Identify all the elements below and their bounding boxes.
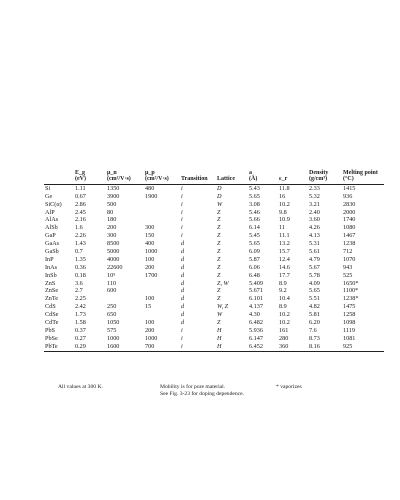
table-cell: 150	[145, 232, 155, 240]
table-cell: 6.14	[249, 224, 260, 232]
table-cell: 360	[278, 343, 308, 351]
table-cell: 12.4	[279, 255, 290, 263]
table-cell: 4.137	[249, 303, 263, 311]
table-cell	[106, 295, 144, 303]
table-cell: 8500	[107, 240, 120, 248]
table-cell: 13.2	[279, 240, 290, 248]
table-cell: i	[181, 334, 183, 342]
table-cell: 2.42	[75, 303, 86, 311]
table-cell: d	[181, 240, 185, 248]
table-row	[44, 248, 384, 256]
table-cell: 5000	[107, 247, 120, 255]
table-row	[44, 201, 384, 209]
table-row	[44, 264, 384, 272]
column-header-3	[144, 170, 180, 184]
table-cell: 5.51	[309, 295, 320, 303]
semiconductor-properties-table	[44, 170, 384, 352]
note-mobility-line-2: See Fig. 3-23 for doping dependence.	[160, 390, 245, 397]
table-cell: 4000	[107, 255, 120, 263]
table-cell: 1050	[107, 318, 120, 326]
table-cell: i	[181, 326, 183, 334]
table-cell: 4.30	[249, 311, 260, 319]
table-cell: 200	[107, 224, 117, 232]
table-cell: CdSe	[45, 311, 59, 319]
table-cell: InP	[45, 255, 54, 263]
table-cell: i	[181, 232, 183, 240]
table-cell: Z	[217, 208, 221, 216]
table-cell: 300	[145, 224, 155, 232]
table-row	[44, 303, 384, 311]
table-cell: 1650*	[343, 279, 359, 287]
column-header-unit: ε_r	[279, 176, 288, 182]
table-cell: 6.48	[249, 271, 260, 279]
table-cell: AlP	[45, 208, 55, 216]
table-cell: 0.27	[75, 334, 86, 342]
table-cell: 2830	[343, 200, 356, 208]
table-cell: Z	[217, 255, 221, 263]
table-cell: 5.409	[249, 279, 263, 287]
table-cell: W, Z	[217, 303, 229, 311]
table-cell: 9.8	[279, 208, 287, 216]
table-cell: 1350	[107, 184, 120, 192]
table-cell: 10.2	[279, 200, 290, 208]
table-cell: 14.6	[279, 263, 290, 271]
table-cell: 1.73	[75, 311, 86, 319]
column-header-main: Density	[309, 170, 329, 176]
table-cell: 11.1	[279, 232, 290, 240]
table-cell: 3.08	[249, 200, 260, 208]
table-cell	[144, 217, 180, 225]
table-cell: 280	[279, 334, 289, 342]
table-cell: 5.81	[309, 311, 320, 319]
table-cell: 180	[107, 216, 117, 224]
table-row	[44, 256, 384, 264]
table-cell: 3900	[107, 192, 120, 200]
table-cell: 1600	[106, 343, 144, 351]
column-header-main: μ_p	[145, 170, 155, 176]
table-cell: 7.6	[309, 326, 317, 334]
table-cell: 80	[107, 208, 114, 216]
table-cell: 925	[342, 343, 384, 351]
table-cell: AlAs	[45, 216, 59, 224]
table-cell: 8.16	[308, 343, 342, 351]
table-cell: PbS	[45, 326, 55, 334]
table-row	[44, 335, 384, 343]
table-cell: 10.4	[279, 295, 290, 303]
column-header-7	[278, 170, 308, 184]
column-header-unit: (cm²/V·s)	[107, 176, 131, 182]
table-cell: 2000	[343, 208, 356, 216]
table-row	[44, 240, 384, 248]
table-cell: 15	[145, 303, 152, 311]
table-row	[44, 272, 384, 280]
table-cell: d	[181, 279, 185, 287]
table-cell: d	[181, 263, 185, 271]
table-cell: 1415	[343, 184, 356, 192]
table-cell: 5.67	[309, 263, 320, 271]
table-cell: d	[181, 295, 185, 303]
table-cell: AlSb	[45, 224, 58, 232]
table-cell: 1467	[343, 232, 356, 240]
table-cell	[144, 209, 180, 217]
table-row	[44, 288, 384, 296]
column-header-8	[308, 170, 342, 184]
table-row	[44, 185, 384, 193]
table-cell: 0.7	[75, 247, 83, 255]
table-cell: 1000	[145, 334, 158, 342]
table-cell: 5.936	[249, 326, 263, 334]
table-cell: 1.58	[75, 318, 86, 326]
table-cell: 1475	[343, 303, 356, 311]
column-header-unit: (g/cm³)	[309, 176, 328, 182]
table-cell: 250	[107, 303, 117, 311]
table-cell: ZnTe	[45, 295, 58, 303]
column-header-4	[180, 170, 216, 184]
table-cell: 1238*	[343, 295, 359, 303]
table-row	[44, 232, 384, 240]
table-cell: i	[181, 208, 183, 216]
table-cell: InAs	[45, 263, 58, 271]
table-cell: 1740	[343, 216, 356, 224]
note-vaporizes: * vaporizes	[276, 384, 302, 390]
table-cell: i	[181, 192, 183, 200]
table-cell: 525	[343, 271, 353, 279]
table-cell: 1.35	[75, 255, 86, 263]
table-cell: 936	[343, 192, 353, 200]
table-cell: 0.67	[75, 192, 86, 200]
table-body	[44, 185, 384, 352]
table-cell: 1119	[343, 326, 355, 334]
column-header-main: Transition	[181, 176, 208, 182]
table-cell: 1.43	[75, 240, 86, 248]
column-header-5	[216, 170, 248, 184]
table-cell: 5.87	[249, 255, 260, 263]
table-cell: 8.9	[279, 279, 287, 287]
table-cell: 3.6	[75, 279, 83, 287]
table-cell: 6.20	[309, 318, 320, 326]
table-cell: H	[217, 334, 222, 342]
table-cell: W	[217, 200, 223, 208]
table-cell: D	[217, 184, 222, 192]
table-cell: 2.7	[75, 287, 83, 295]
table-cell: 11.8	[279, 184, 290, 192]
table-cell: 161	[279, 326, 289, 334]
table-cell: 0.37	[75, 326, 86, 334]
column-header-main: E_g	[75, 170, 86, 176]
column-header-2	[106, 170, 144, 184]
table-cell: 0.29	[74, 343, 106, 351]
table-cell: 300	[107, 232, 117, 240]
note-mobility-line-1: Mobility is for pure material.	[160, 384, 226, 390]
table-cell: 8.73	[309, 334, 320, 342]
table-cell: 1080	[343, 224, 356, 232]
table-cell: 5.45	[249, 232, 260, 240]
table-cell: 1258	[343, 311, 356, 319]
table-cell: W	[217, 311, 223, 319]
table-cell: 5.31	[309, 240, 320, 248]
table-cell: d	[181, 271, 185, 279]
table-cell: Z	[217, 318, 221, 326]
column-header-main: Lattice	[217, 176, 235, 182]
table-cell: Z	[217, 216, 221, 224]
table-cell: 2.33	[309, 184, 320, 192]
note-mobility	[160, 384, 244, 398]
table-cell: d	[181, 247, 185, 255]
table-cell: 5.65	[249, 240, 260, 248]
table-cell: 1098	[343, 318, 356, 326]
table-row	[44, 209, 384, 217]
column-header-9	[342, 170, 384, 184]
table-cell: 0.18	[75, 271, 86, 279]
table-cell: Z	[217, 287, 221, 295]
table-cell: 2.16	[75, 216, 86, 224]
table-cell: 200	[145, 326, 155, 334]
table-cell: 5.66	[249, 216, 260, 224]
table-cell: Z	[217, 247, 221, 255]
note-temperature: All values at 300 K.	[58, 384, 103, 390]
table-cell: 1081	[343, 334, 356, 342]
table-cell: 5.32	[309, 192, 320, 200]
table-cell: GaP	[45, 232, 56, 240]
table-cell: 2.26	[75, 232, 86, 240]
column-header-unit: (Å)	[249, 176, 258, 182]
table-cell: 400	[145, 240, 155, 248]
table-cell: 2.40	[309, 208, 320, 216]
table-cell: 10.2	[279, 311, 290, 319]
table-row	[44, 343, 384, 351]
table-cell: 1070	[343, 255, 356, 263]
table-cell: 6.06	[249, 263, 260, 271]
table-cell: d	[181, 255, 185, 263]
table-cell	[144, 311, 180, 319]
table-cell: 100	[145, 295, 155, 303]
table-cell	[144, 280, 180, 288]
table-cell: Z	[217, 271, 221, 279]
table-cell: 5.43	[249, 184, 260, 192]
table-cell: CdS	[45, 303, 56, 311]
column-header-main: a	[249, 170, 252, 176]
table-row	[44, 280, 384, 288]
table-cell: 650	[107, 311, 117, 319]
table-cell: H	[217, 326, 222, 334]
table-cell: i	[181, 184, 183, 192]
table-cell: GaSb	[45, 247, 59, 255]
table-cell: 11	[279, 224, 285, 232]
table-cell: 6.482	[249, 318, 263, 326]
table-cell: 1.6	[75, 224, 83, 232]
table-cell: PbTe	[44, 343, 74, 351]
table-cell: 5.65	[249, 192, 260, 200]
table-cell: 700	[144, 343, 180, 351]
table-cell: H	[216, 343, 248, 351]
table-cell: ZnS	[45, 279, 56, 287]
table-cell: 22600	[107, 263, 123, 271]
table-cell: 5.46	[249, 208, 260, 216]
table-cell: 0.36	[75, 263, 86, 271]
table-cell: 6.452	[248, 343, 278, 351]
table-cell: 5.61	[309, 247, 320, 255]
table-cell: 5.78	[309, 271, 320, 279]
column-header-6	[248, 170, 278, 184]
table-cell: 2.86	[75, 200, 86, 208]
table-row	[44, 193, 384, 201]
table-cell: Z	[217, 295, 221, 303]
column-header-0	[44, 170, 74, 184]
table-cell: d	[181, 287, 185, 295]
table-cell: 2.45	[75, 208, 86, 216]
table-cell: 3.21	[309, 200, 320, 208]
table-cell: 4.26	[309, 224, 320, 232]
table-cell	[144, 201, 180, 209]
table-cell: 200	[145, 263, 155, 271]
table-cell: 6.09	[249, 247, 260, 255]
table-cell: i	[181, 224, 183, 232]
table-cell: 1100*	[343, 287, 359, 295]
table-cell: 10.2	[279, 318, 290, 326]
table-cell: 4.13	[309, 232, 320, 240]
table-cell: 100	[145, 318, 155, 326]
table-cell: 1.11	[75, 184, 86, 192]
table-row	[44, 295, 384, 303]
table-cell: 100	[145, 255, 155, 263]
table-cell: Z	[217, 263, 221, 271]
table-header-row	[44, 170, 384, 184]
table-cell: 1900	[145, 192, 158, 200]
table-cell: 1000	[145, 247, 158, 255]
column-header-main: μ_n	[107, 170, 117, 176]
table-cell: 2.25	[75, 295, 86, 303]
table-cell: 1000	[107, 334, 120, 342]
table-cell: Z	[217, 240, 221, 248]
table-cell: 5.671	[249, 287, 263, 295]
column-header-main: Melting point	[343, 170, 378, 176]
table-cell: GaAs	[45, 240, 60, 248]
table-cell: 110	[107, 279, 117, 287]
table-cell: 15.7	[279, 247, 290, 255]
table-cell: 712	[343, 247, 353, 255]
table-cell: SiC(α)	[45, 200, 62, 208]
table-cell: 3.60	[309, 216, 320, 224]
table-row	[44, 319, 384, 327]
table-cell: d	[181, 303, 185, 311]
table-cell: D	[217, 192, 222, 200]
table-cell: d	[181, 311, 185, 319]
table-cell: 6.147	[249, 334, 263, 342]
table-cell: Z, W	[217, 279, 229, 287]
table-cell: CdTe	[45, 318, 59, 326]
table-row	[44, 224, 384, 232]
table-cell: 4.09	[309, 279, 320, 287]
table-cell: 5.65	[309, 287, 320, 295]
table-cell: 500	[107, 200, 117, 208]
table-cell: 6.101	[249, 295, 263, 303]
table-cell: 943	[343, 263, 353, 271]
table-cell	[144, 288, 180, 296]
table-cell: 17.7	[279, 271, 290, 279]
table-cell: PbSe	[45, 334, 58, 342]
table-cell: 16	[279, 192, 286, 200]
column-header-unit: (cm²/V·s)	[145, 176, 169, 182]
table-cell: Si	[45, 184, 51, 192]
table-cell: Z	[217, 232, 221, 240]
table-cell: 480	[145, 184, 155, 192]
table-cell: d	[181, 318, 185, 326]
table-cell: 600	[107, 287, 117, 295]
column-header-1	[74, 170, 106, 184]
table-cell: ZnSe	[45, 287, 59, 295]
table-cell: i	[181, 216, 183, 224]
table-row	[44, 217, 384, 225]
table-cell: 9.2	[279, 287, 287, 295]
table-cell: i	[181, 200, 183, 208]
table-cell: 10.9	[279, 216, 290, 224]
table-cell: 10⁵	[107, 271, 116, 279]
table-cell: Z	[217, 224, 221, 232]
column-header-unit: (eV)	[75, 176, 86, 182]
column-header-unit: (°C)	[343, 176, 354, 182]
table-row	[44, 327, 384, 335]
table-cell: 1700	[145, 271, 158, 279]
table-cell: InSb	[45, 271, 57, 279]
table-cell: 8.9	[279, 303, 287, 311]
table-cell: 1238	[343, 240, 356, 248]
table-cell: Ge	[45, 192, 53, 200]
table-cell: 4.82	[309, 303, 320, 311]
table-cell: i	[180, 343, 216, 351]
table-row	[44, 311, 384, 319]
table-cell: 4.79	[309, 255, 320, 263]
table-cell: 575	[107, 326, 117, 334]
